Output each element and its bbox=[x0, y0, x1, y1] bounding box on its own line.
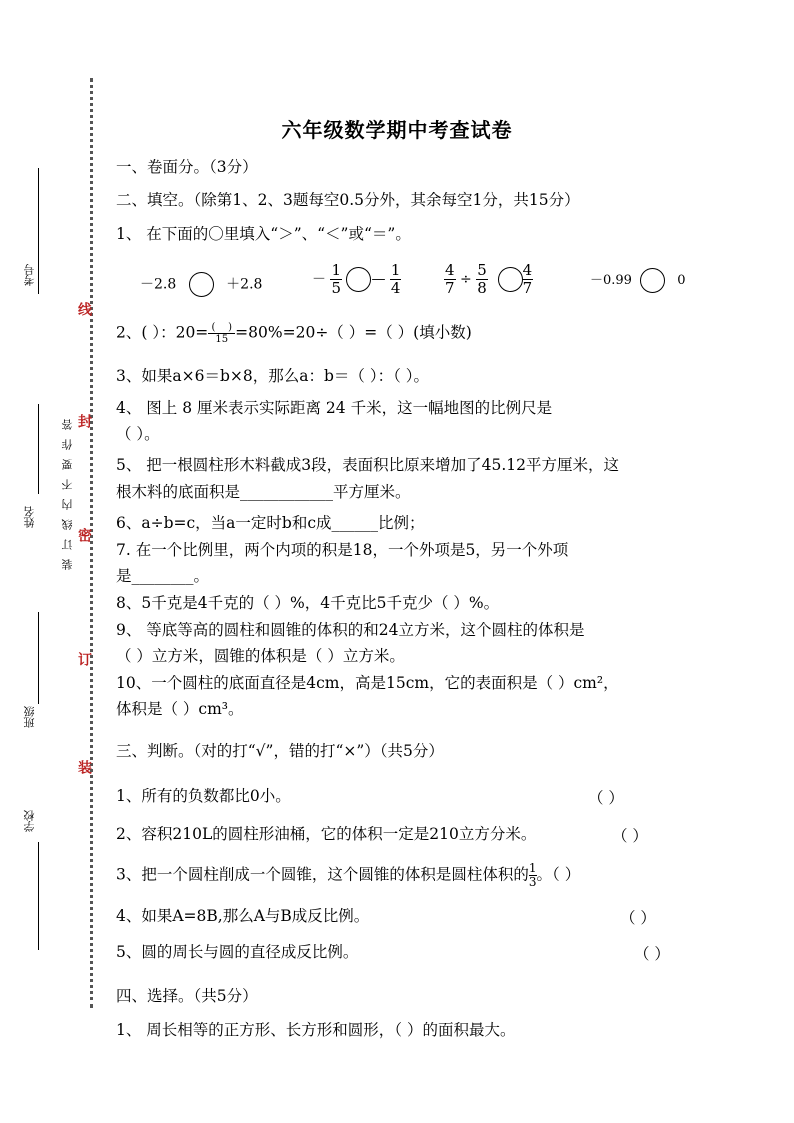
judge-2-answer[interactable]: （ ） bbox=[612, 827, 648, 845]
judge-3 bbox=[116, 862, 580, 889]
compare-circle-d[interactable] bbox=[640, 268, 665, 293]
question-2-10-line1: 10、一个圆柱的底面直径是4cm，高是15cm，它的表面积是（ ）cm²， bbox=[116, 674, 619, 692]
compare-c bbox=[444, 262, 533, 297]
compare-a-right: ＋2.8 bbox=[226, 276, 263, 293]
judge-5-answer[interactable]: （ ） bbox=[634, 945, 670, 963]
seal-char-zhuang: 装 bbox=[76, 760, 92, 774]
compare-circle-b[interactable] bbox=[346, 267, 371, 292]
question-2-6: 6、a÷b=c，当a一定时b和c成______比例； bbox=[116, 514, 425, 532]
judge-3-text: 3、把一个圆柱削成一个圆锥，这个圆锥的体积是圆柱体积的 bbox=[116, 865, 529, 884]
compare-circle-a[interactable] bbox=[189, 272, 214, 297]
question-2-7-line2: 是________。 bbox=[116, 567, 210, 585]
page-title: 六年级数学期中考查试卷 bbox=[281, 118, 513, 142]
name-line bbox=[38, 404, 39, 494]
question-2-4-line1: 4、 图上 8 厘米表示实际距离 24 千米，这一幅地图的比例尺是 bbox=[116, 399, 553, 417]
school-label: 学校 bbox=[23, 810, 36, 832]
exam-no-line bbox=[38, 168, 39, 294]
seal-char-mi: 密 bbox=[76, 528, 92, 542]
compare-a bbox=[140, 272, 262, 297]
q2-2-suffix: =80%=20÷（ ）=（ ）(填小数) bbox=[235, 323, 472, 342]
fraction-1-3: $\frac{1}{3}$ bbox=[528, 861, 537, 889]
section-1-heading: 一、卷面分。（3分） bbox=[116, 158, 258, 176]
class-line bbox=[38, 612, 39, 704]
question-2-5-line2: 根木料的底面积是____________平方厘米。 bbox=[116, 483, 411, 501]
seal-char-ding: 订 bbox=[76, 652, 92, 666]
compare-circle-c[interactable] bbox=[498, 267, 523, 292]
q2-2-prefix: 2、( ）：20= bbox=[116, 323, 209, 342]
compare-c-div: ÷ bbox=[460, 271, 472, 288]
judge-2: 2、容积210L的圆柱形油桶，它的体积一定是210立方分米。 bbox=[116, 825, 537, 843]
fraction-1-5: $\frac{1}{5}$ bbox=[331, 261, 341, 297]
compare-b-minus: － bbox=[312, 271, 326, 288]
question-2-5-line1: 5、 把一根圆柱形木料截成3段，表面积比原来增加了45.12平方厘米，这 bbox=[116, 456, 620, 474]
compare-b-mid: — bbox=[371, 271, 386, 288]
section-3-heading: 三、判断。（对的打“√”，错的打“×”）（共5分） bbox=[116, 742, 444, 760]
question-2-8: 8、5千克是4千克的（ ）%，4千克比5千克少（ ）%。 bbox=[116, 594, 500, 612]
question-2-9-line1: 9、 等底等高的圆柱和圆锥的体积的和24立方米，这个圆柱的体积是 bbox=[116, 621, 585, 639]
section-4-heading: 四、选择。（共5分） bbox=[116, 987, 258, 1005]
question-2-9-line2: （ ）立方米，圆锥的体积是（ ）立方米。 bbox=[116, 647, 405, 665]
judge-4: 4、如果A=8B,那么A与B成反比例。 bbox=[116, 907, 370, 925]
exam-no-label: 考号 bbox=[23, 264, 36, 286]
question-4-1: 1、 周长相等的正方形、长方形和圆形，（ ）的面积最大。 bbox=[116, 1021, 516, 1039]
judge-5: 5、圆的周长与圆的直径成反比例。 bbox=[116, 943, 359, 961]
judge-4-answer[interactable]: （ ） bbox=[620, 909, 656, 927]
school-line bbox=[38, 842, 39, 950]
judge-1-answer[interactable]: （ ） bbox=[588, 789, 624, 807]
question-2-3: 3、如果a×6＝b×8，那么a：b＝（ ）：（ ）。 bbox=[116, 367, 429, 385]
compare-d bbox=[590, 268, 686, 293]
question-2-4-line2: （ ）。 bbox=[116, 425, 160, 443]
compare-b bbox=[312, 262, 401, 297]
question-2-1: 1、 在下面的〇里填入“＞”、“＜”或“＝”。 bbox=[116, 225, 411, 243]
fraction-blank-15: ( ) 15 bbox=[208, 322, 236, 345]
compare-d-right: 0 bbox=[677, 273, 686, 288]
fraction-5-8: $\frac{5}{8}$ bbox=[477, 261, 487, 297]
seal-char-xian: 线 bbox=[76, 302, 92, 316]
fraction-4-7-b: $\frac{4}{7}$ bbox=[522, 261, 533, 297]
fraction-4-7-a: $\frac{4}{7}$ bbox=[445, 261, 455, 297]
compare-a-left: －2.8 bbox=[140, 276, 177, 293]
fraction-1-4: $\frac{1}{4}$ bbox=[390, 261, 401, 297]
class-label: 班级 bbox=[23, 706, 36, 728]
judge-1: 1、所有的负数都比0小。 bbox=[116, 787, 291, 805]
seal-char-feng: 封 bbox=[76, 414, 92, 428]
binding-dotted-line bbox=[90, 78, 93, 1008]
binding-warning: 装订线内不要作答 bbox=[61, 410, 74, 570]
question-2-10-line2: 体积是（ ）cm³。 bbox=[116, 700, 244, 718]
compare-d-left: －0.99 bbox=[590, 273, 632, 288]
question-2-7-line1: 7. 在一个比例里，两个内项的积是18，一个外项是5，另一个外项 bbox=[116, 541, 569, 559]
section-2-heading: 二、填空。（除第1、2、3题每空0.5分外，其余每空1分，共15分） bbox=[116, 191, 580, 209]
judge-3-answer[interactable]: 。（ ） bbox=[536, 865, 581, 884]
question-2-2 bbox=[116, 322, 472, 345]
name-label: 姓名 bbox=[23, 506, 36, 528]
